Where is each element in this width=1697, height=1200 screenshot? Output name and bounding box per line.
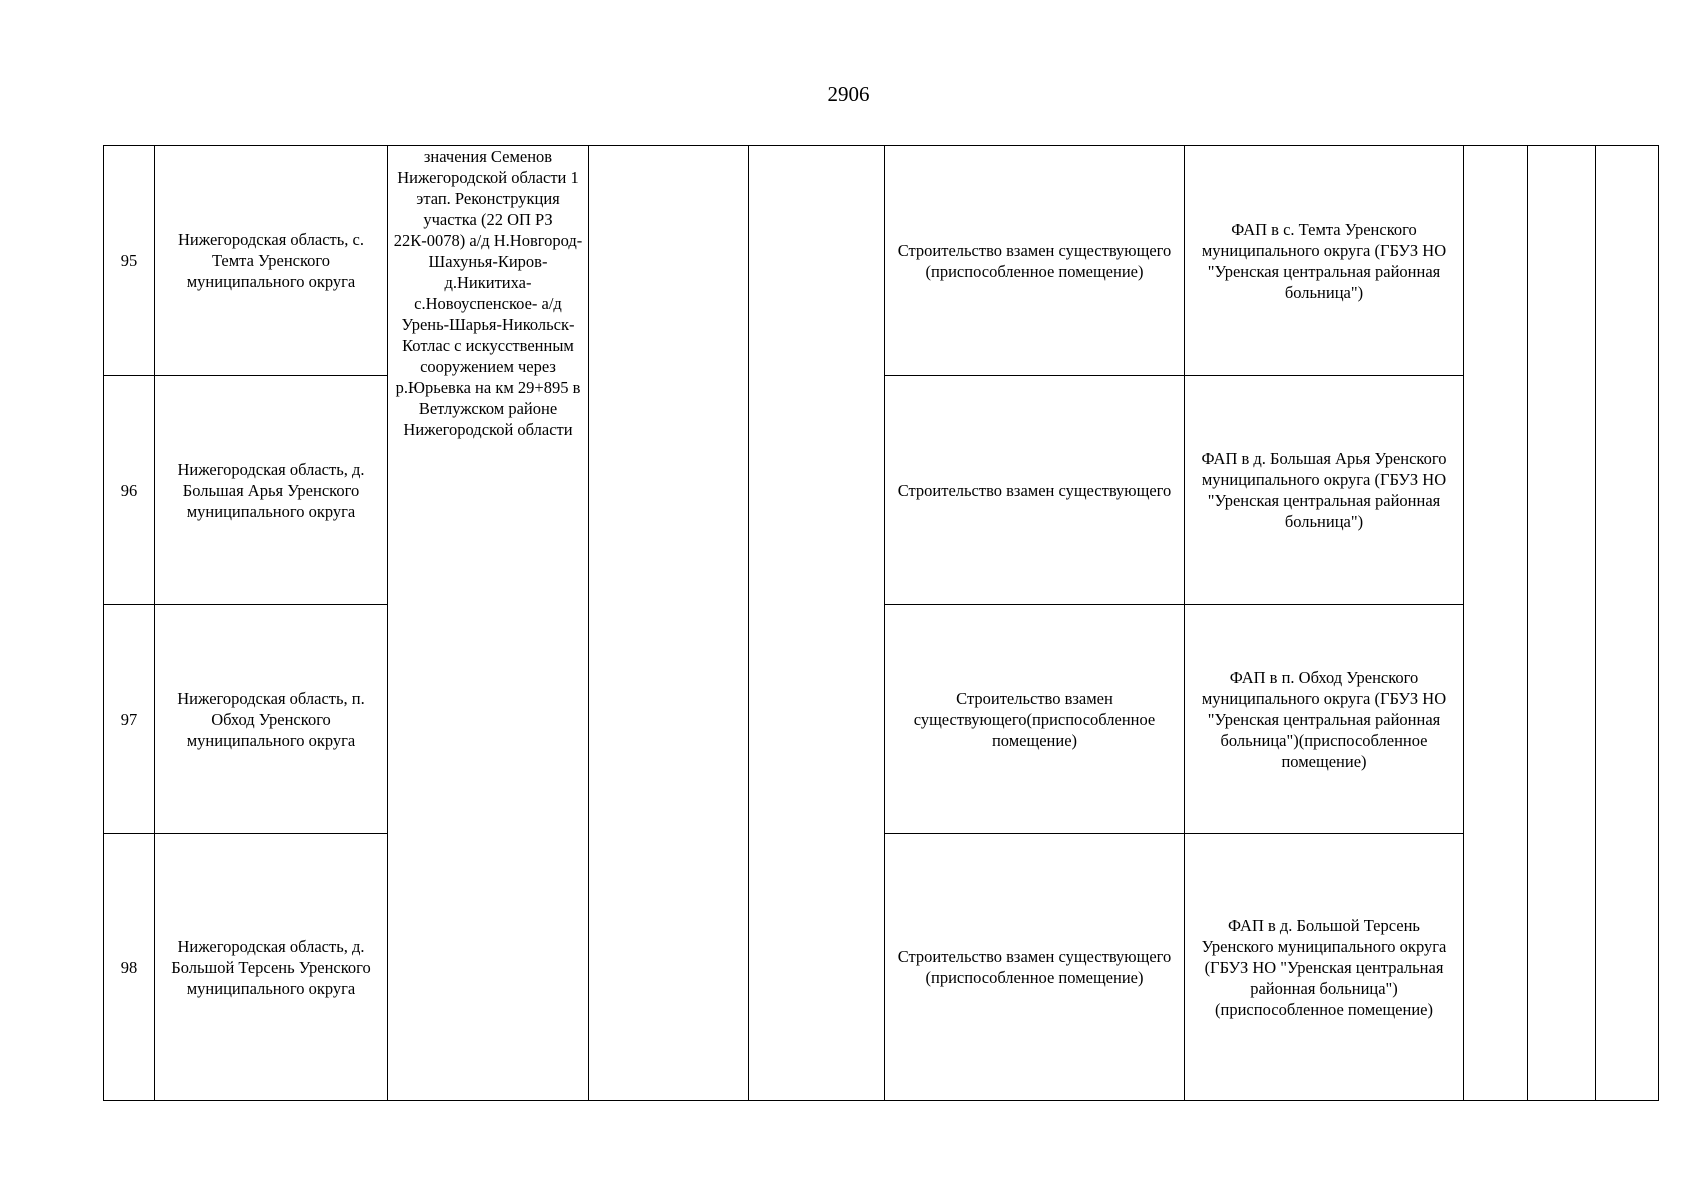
location-cell: Нижегородская область, с. Темта Уренского муниципального округа bbox=[155, 146, 388, 376]
empty-cell bbox=[1528, 146, 1596, 1101]
work-type-cell: Строительство взамен существующего(приспособленное помещение) bbox=[885, 605, 1185, 834]
row-number: 96 bbox=[104, 376, 155, 605]
empty-cell bbox=[1596, 146, 1659, 1101]
facility-cell: ФАП в п. Обход Уренского муниципального округа (ГБУЗ НО "Уренская центральная районная больница")(приспособленное помещение) bbox=[1185, 605, 1464, 834]
location-cell: Нижегородская область, п. Обход Уренского муниципального округа bbox=[155, 605, 388, 834]
empty-cell bbox=[749, 146, 885, 1101]
work-type-cell: Строительство взамен существующего (приспособленное помещение) bbox=[885, 146, 1185, 376]
location-cell: Нижегородская область, д. Большая Арья Уренского муниципального округа bbox=[155, 376, 388, 605]
facility-cell: ФАП в д. Большой Терсень Уренского муниципального округа (ГБУЗ НО "Уренская центральная районная больница") (приспособленное помещение) bbox=[1185, 834, 1464, 1101]
facility-cell: ФАП в д. Большая Арья Уренского муниципального округа (ГБУЗ НО "Уренская центральная районная больница") bbox=[1185, 376, 1464, 605]
table-row bbox=[104, 146, 1659, 376]
road-project-text: значения Семенов Нижегородской области 1 этап. Реконструкция участка (22 ОП РЗ 22К-0078) а/д Н.Новгород-Шахунья-Киров-д.Никитиха-с.Новоуспенское- а/д Урень-Шарья-Никольск-Котлас с искусственным сооружением через р.Юрьевка на км 29+895 в Ветлужском районе Нижегородской области bbox=[393, 147, 583, 439]
row-number: 97 bbox=[104, 605, 155, 834]
row-number: 98 bbox=[104, 834, 155, 1101]
work-type-cell: Строительство взамен существующего (приспособленное помещение) bbox=[885, 834, 1185, 1101]
empty-cell bbox=[1464, 146, 1528, 1101]
empty-cell bbox=[589, 146, 749, 1101]
road-project-cell bbox=[388, 146, 589, 1101]
page-number: 2906 bbox=[827, 82, 870, 106]
row-number: 95 bbox=[104, 146, 155, 376]
work-type-cell: Строительство взамен существующего bbox=[885, 376, 1185, 605]
location-cell: Нижегородская область, д. Большой Терсень Уренского муниципального округа bbox=[155, 834, 388, 1101]
document-table bbox=[103, 145, 1659, 1101]
facility-cell: ФАП в с. Темта Уренского муниципального округа (ГБУЗ НО "Уренская центральная районная больница") bbox=[1185, 146, 1464, 376]
